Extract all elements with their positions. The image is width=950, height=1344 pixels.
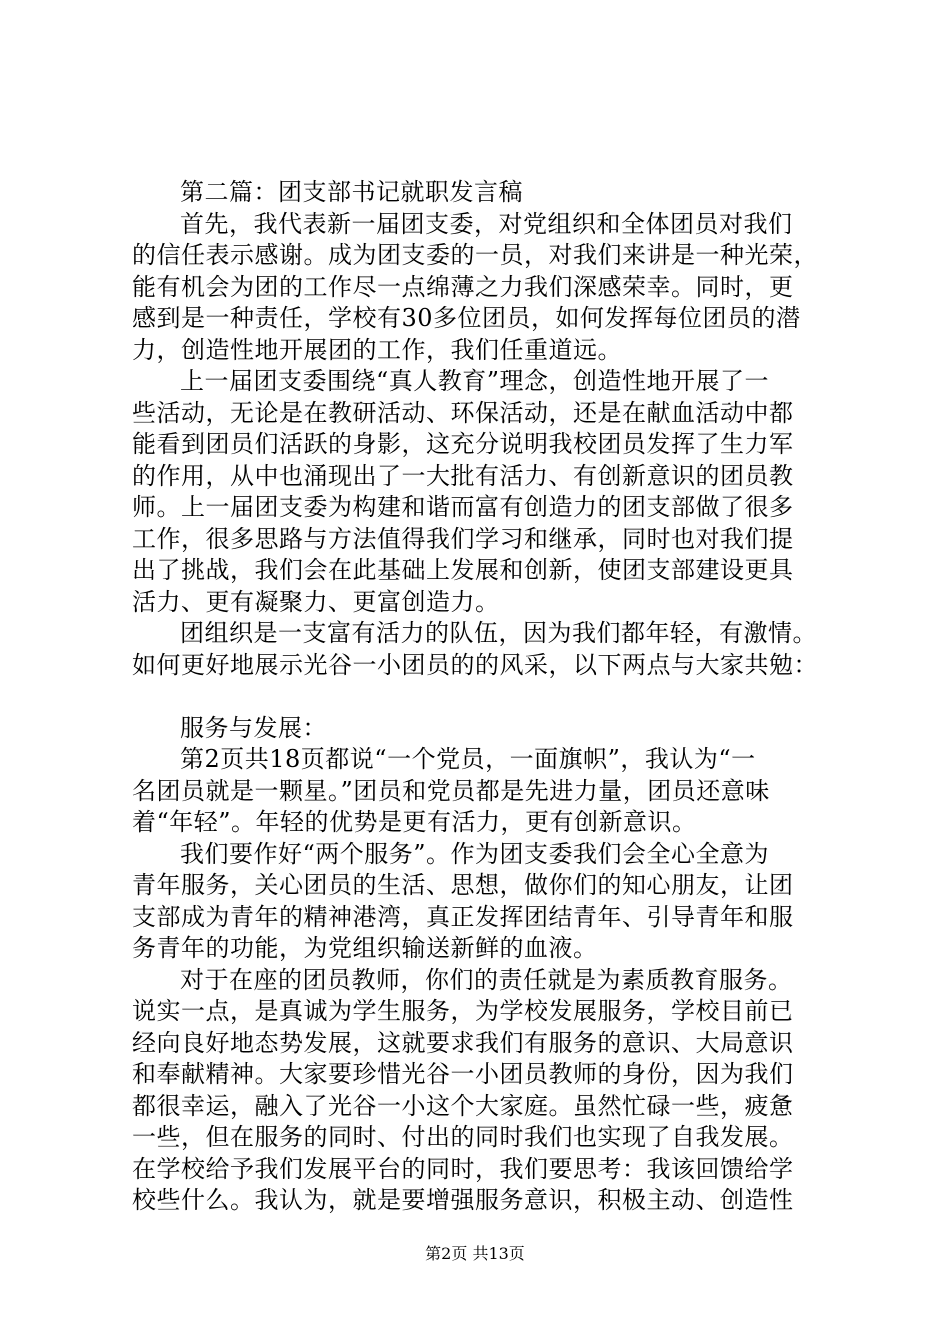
paragraph-line: 的作用，从中也涌现出了一大批有活力、有创新意识的团员教	[132, 461, 794, 490]
paragraph-line: 名团员就是一颗星。”团员和党员都是先进力量，团员还意味	[132, 776, 770, 805]
paragraph-line: 校些什么。我认为，就是要增强服务意识，积极主动、创造性	[132, 1186, 794, 1214]
paragraph-line: 首先，我代表新一届团支委，对党组织和全体团员对我们	[180, 209, 793, 238]
paragraph-line: 着“年轻”。年轻的优势是更有活力，更有创新意识。	[132, 808, 697, 836]
paragraph-line: 我们要作好“两个服务”。作为团支委我们会全心全意为	[180, 839, 770, 868]
blank-line	[132, 681, 838, 713]
document-body	[132, 177, 838, 1217]
paragraph-line: 经向良好地态势发展，这就要求我们有服务的意识、大局意识	[132, 1028, 794, 1057]
paragraph-line: 力，创造性地开展团的工作，我们任重道远。	[132, 335, 622, 364]
paragraph-line: 说实一点，是真诚为学生服务，为学校发展服务，学校目前已	[132, 997, 794, 1025]
paragraph-line: 能有机会为团的工作尽一点绵薄之力我们深感荣幸。同时，更	[132, 272, 794, 301]
paragraph-line: 工作，很多思路与方法值得我们学习和继承，同时也对我们提	[132, 524, 794, 553]
paragraph-line: 感到是一种责任，学校有30多位团员，如何发挥每位团员的潜	[132, 304, 801, 332]
subsection-heading: 服务与发展：	[180, 713, 327, 742]
page-number: 第2页 共13页	[425, 1244, 525, 1263]
paragraph-line: 支部成为青年的精神港湾，真正发挥团结青年、引导青年和服	[132, 902, 794, 931]
paragraph-line: 和奉献精神。大家要珍惜光谷一小团员教师的身份，因为我们	[132, 1060, 794, 1088]
paragraph-line: 一些，但在服务的同时、付出的同时我们也实现了自我发展。	[132, 1123, 794, 1151]
section-title: 第二篇：团支部书记就职发言稿	[180, 178, 523, 206]
paragraph-line: 第2页共18页都说“一个党员，一面旗帜”，我认为“一	[180, 745, 756, 773]
paragraph-line: 都很幸运，融入了光谷一小这个大家庭。虽然忙碌一些，疲惫	[132, 1091, 794, 1120]
page-footer	[0, 1244, 950, 1264]
paragraph-line: 青年服务，关心团员的生活、思想，做你们的知心朋友，让团	[132, 871, 794, 899]
paragraph-line: 团组织是一支富有活力的队伍，因为我们都年轻，有激情。	[180, 619, 817, 647]
paragraph-line: 在学校给予我们发展平台的同时，我们要思考：我该回馈给学	[132, 1154, 794, 1183]
paragraph-line: 如何更好地展示光谷一小团员的的风采，以下两点与大家共勉：	[132, 650, 818, 679]
paragraph-line: 些活动，无论是在教研活动、环保活动，还是在献血活动中都	[132, 398, 794, 427]
paragraph-line: 对于在座的团员教师，你们的责任就是为素质教育服务。	[180, 965, 793, 994]
paragraph-line: 的信任表示感谢。成为团支委的一员，对我们来讲是一种光荣，	[132, 241, 818, 269]
paragraph-line: 师。上一届团支委为构建和谐而富有创造力的团支部做了很多	[132, 493, 794, 521]
paragraph-line: 活力、更有凝聚力、更富创造力。	[132, 587, 500, 616]
paragraph-line: 上一届团支委围绕“真人教育”理念，创造性地开展了一	[180, 367, 770, 395]
paragraph-line: 出了挑战，我们会在此基础上发展和创新，使团支部建设更具	[132, 556, 794, 584]
paragraph-line: 务青年的功能，为党组织输送新鲜的血液。	[132, 934, 598, 962]
paragraph-line: 能看到团员们活跃的身影，这充分说明我校团员发挥了生力军	[132, 430, 794, 458]
